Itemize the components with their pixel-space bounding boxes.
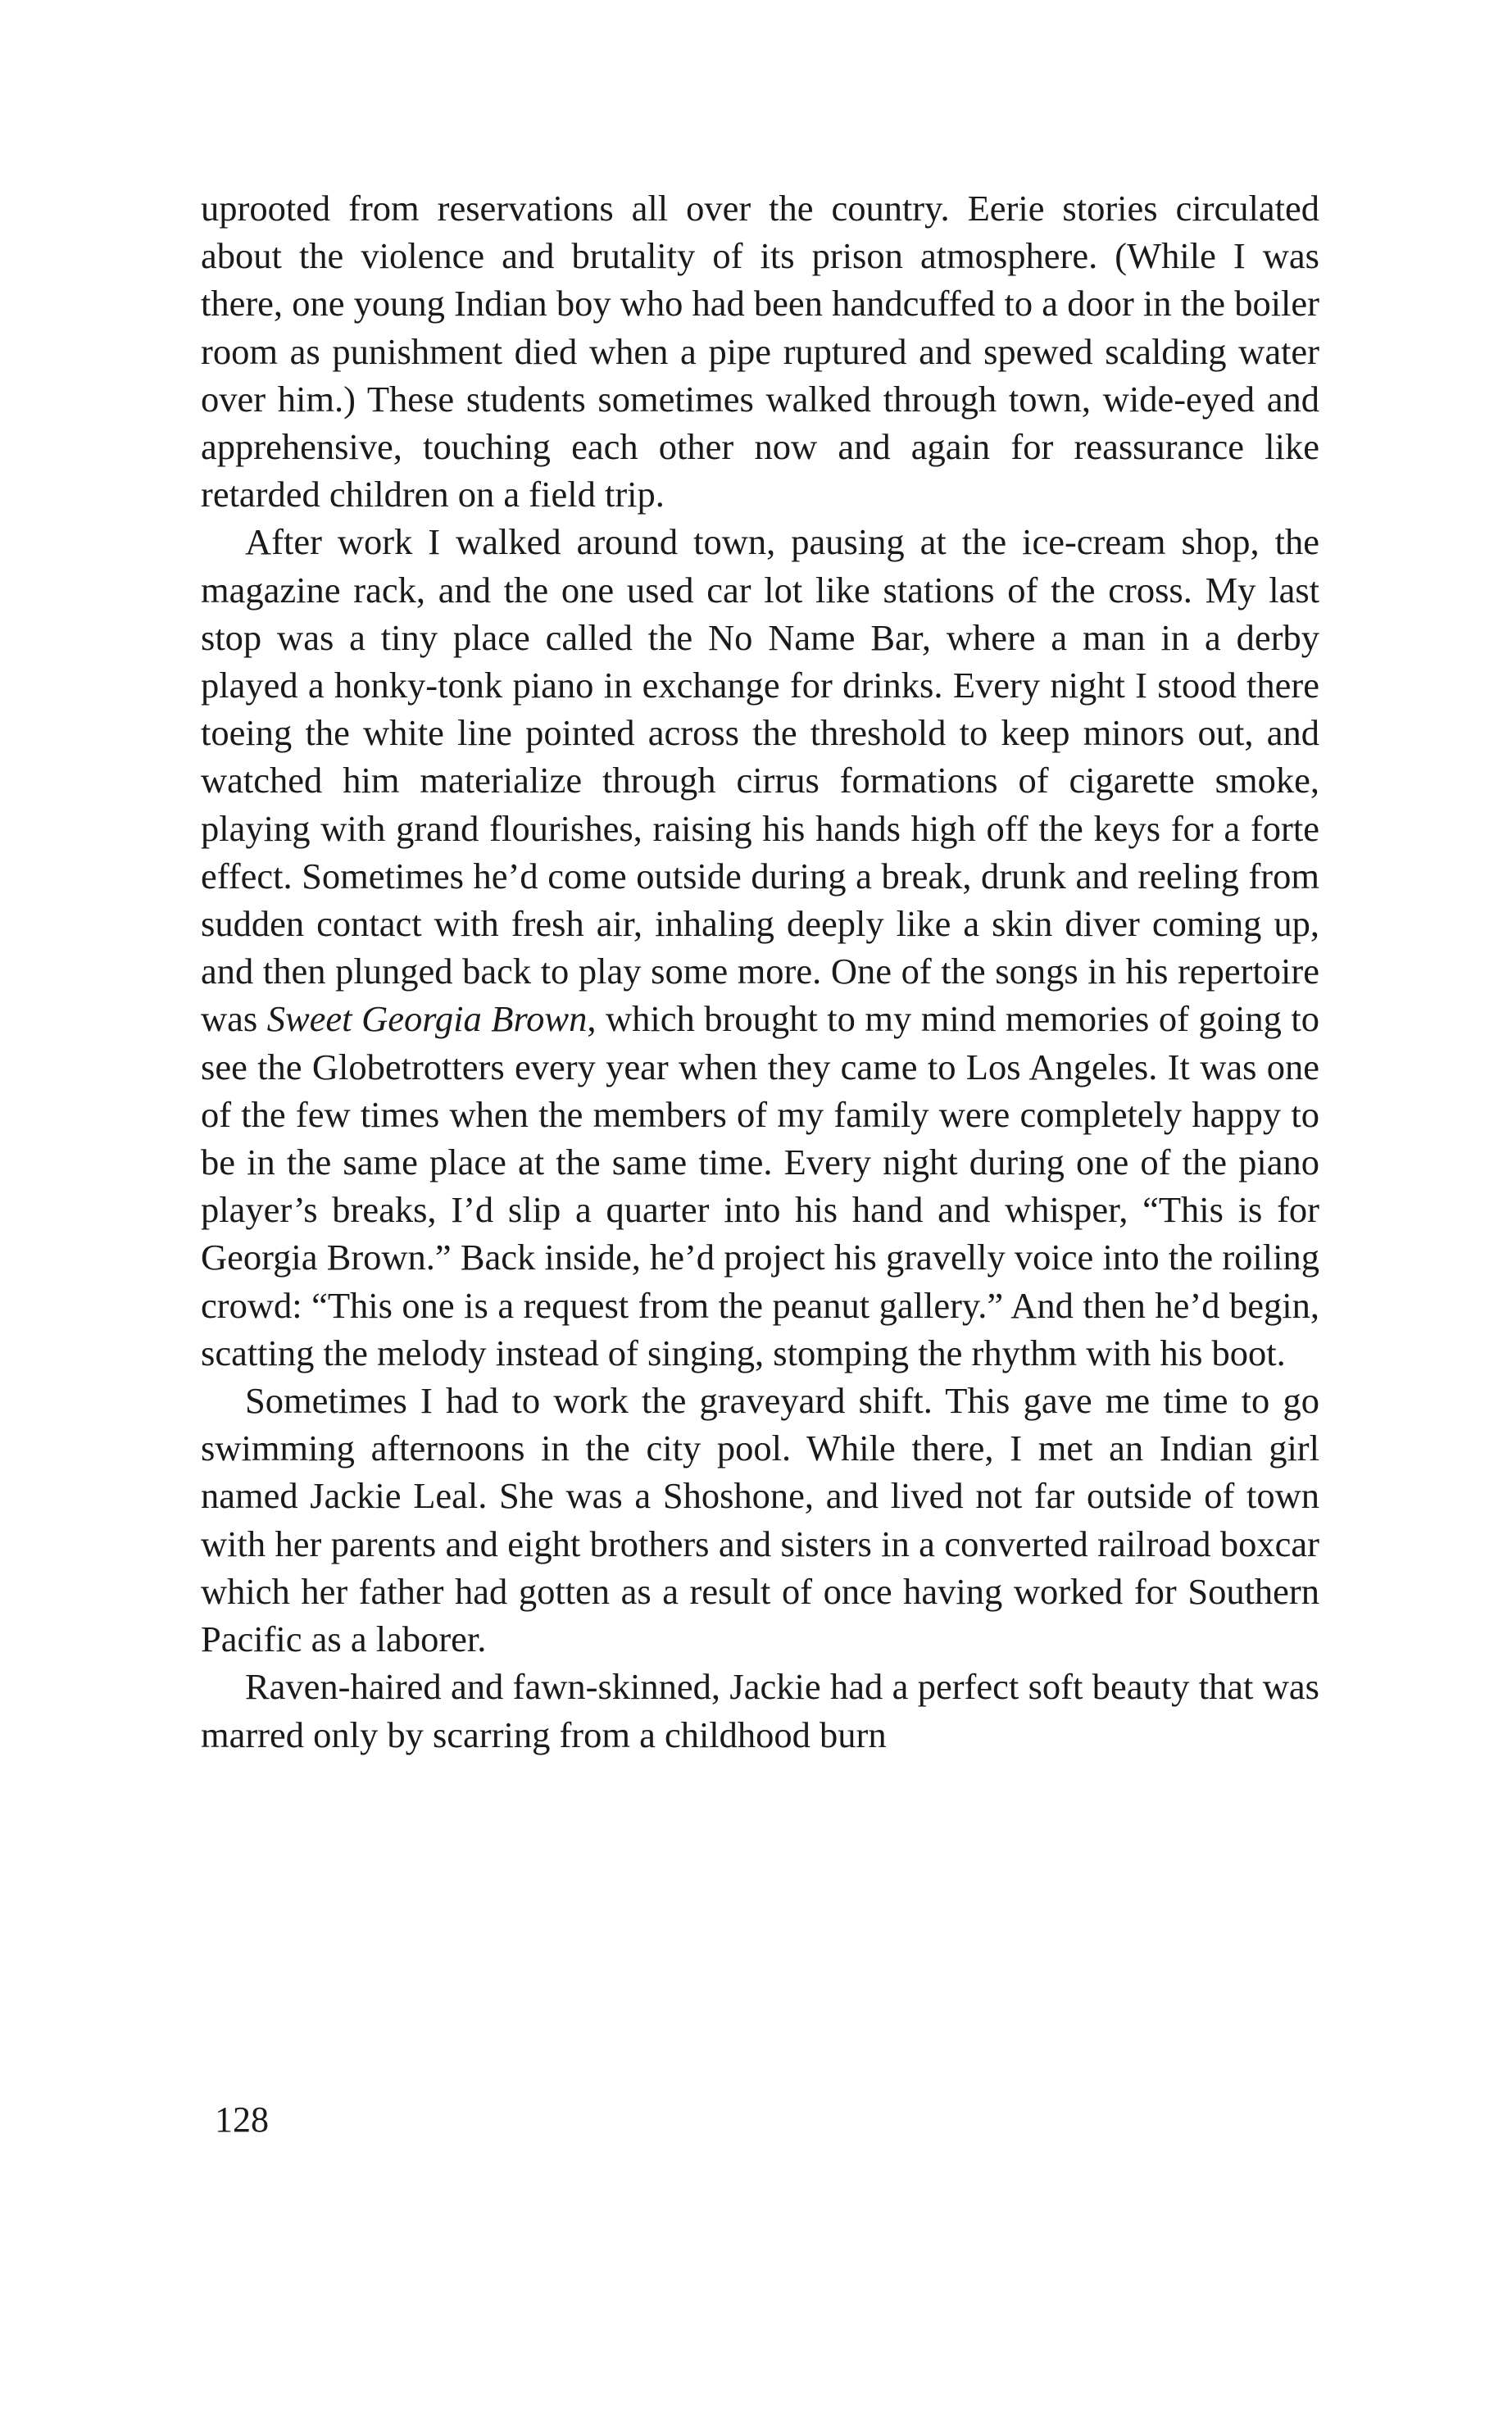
paragraph-1: uprooted from reservations all over the country. Eerie stories circulated about the violence and brutality of its prison atmosphere. (While I was there, one young Indian boy who had been handcuffed to a door in the boiler room as punishment died when a pipe ruptured and spewed scalding water over him.) These students sometimes walked through town, wide-eyed and apprehensive, touching each other now and again for reassurance like retarded children on a field trip. <box>201 188 1319 515</box>
paragraph-4: Raven-haired and fawn-skinned, Jackie had a perfect soft beauty that was marred only by scarring from a childhood burn <box>201 1666 1319 1755</box>
paragraph-2-text-after: , which brought to my mind memories of going to see the Globetrotters every year when they came to Los Angeles. It was one of the few times when the members of my family were completely happy to be in the same place at the same time. Every night during one of the piano player’s breaks, I’d slip a quarter into his hand and whisper, “This is for Georgia Brown.” Back inside, he’d project his gravelly voice into the roiling crowd: “This one is a request from the peanut gallery.” And then he’d begin, scatting the melody instead of singing, stomping the rhythm with his boot. <box>201 998 1319 1373</box>
paragraph-2 <box>201 518 1319 1377</box>
song-title: Sweet Georgia Brown <box>266 998 588 1040</box>
paragraph-3: Sometimes I had to work the graveyard shift. This gave me time to go swimming afternoons in the city pool. While there, I met an Indian girl named Jackie Leal. She was a Shoshone, and lived not far outside of town with her parents and eight brothers and sisters in a converted railroad boxcar which her father had gotten as a result of once having worked for Southern Pacific as a laborer. <box>201 1380 1319 1660</box>
page-number: 128 <box>215 2100 269 2140</box>
body-text <box>201 184 1319 1759</box>
paragraph-2-text-before: After work I walked around town, pausing at the ice-cream shop, the magazine rack, and the one used car lot like stations of the cross. My last stop was a tiny place called the No Name Bar, where a man in a derby played a honky-tonk piano in exchange for drinks. Every night I stood there toeing the white line pointed across the threshold to keep minors out, and watched him materialize through cirrus formations of cigarette smoke, playing with grand flourishes, raising his hands high off the keys for a forte effect. Sometimes he’d come outside during a break, drunk and reeling from sudden contact with fresh air, inhaling deeply like a skin diver coming up, and then plunged back to play some more. One of the songs in his repertoire was <box>201 521 1319 1040</box>
